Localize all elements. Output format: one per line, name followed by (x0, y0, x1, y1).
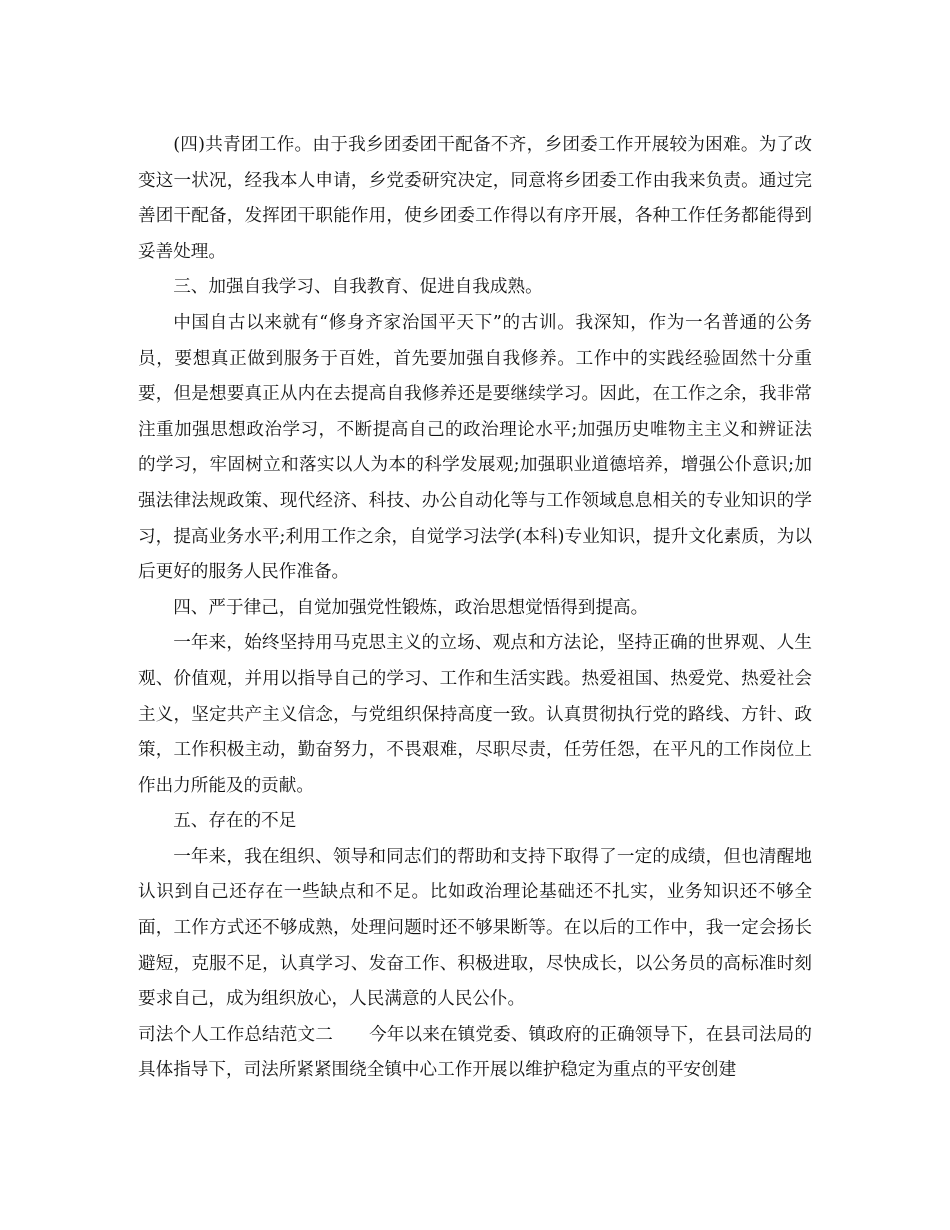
sample-two-body: 今年以来在镇党委、镇政府的正确领导下，在县司法局的具体指导下，司法所紧紧围绕全镇中心工作开展以维护稳定为重点的平安创建 (138, 1024, 812, 1081)
paragraph-self-discipline: 一年来，始终坚持用马克思主义的立场、观点和方法论，坚持正确的世界观、人生观、价值观，并用以指导自己的学习、工作和生活实践。热爱祖国、热爱党、热爱社会主义，坚定共产主义信念，与党组织保持高度一致。认真贯彻执行党的路线、方针、政策，工作积极主动，勤奋努力，不畏艰难，尽职尽责，任劳任怨，在平凡的工作岗位上作出力所能及的贡献。 (138, 633, 812, 796)
paragraph-youth-league-work: (四)共青团工作。由于我乡团委团干配备不齐，乡团委工作开展较为困难。为了改变这一状况，经我本人申请，乡党委研究决定，同意将乡团委工作由我来负责。通过完善团干配备，发挥团干职能作用，使乡团委工作得以有序开展，各种工作任务都能得到妥善处理。 (138, 135, 812, 262)
heading-shortcomings: 五、存在的不足 (173, 811, 297, 832)
sample-two-title: 司法个人工作总结范文二 (138, 1024, 333, 1045)
heading-self-learning: 三、加强自我学习、自我教育、促进自我成熟。 (173, 277, 543, 298)
paragraph-sample-two (138, 1018, 812, 1089)
paragraph-self-learning: 中国自古以来就有“修身齐家治国平天下”的古训。我深知，作为一名普通的公务员，要想真正做到服务于百姓，首先要加强自我修养。工作中的实践经验固然十分重要，但是想要真正从内在去提高自我修养还是要继续学习。因此，在工作之余，我非常注重加强思想政治学习，不断提高自己的政治理论水平;加强历史唯物主主义和辨证法的学习，牢固树立和落实以人为本的科学发展观;加强职业道德培养，增强公仆意识;加强法律法规政策、现代经济、科技、办公自动化等与工作领域息息相关的专业知识的学习，提高业务水平;利用工作之余，自觉学习法学(本科)专业知识，提升文化素质，为以后更好的服务人民作准备。 (138, 312, 812, 583)
paragraph-shortcomings: 一年来，我在组织、领导和同志们的帮助和支持下取得了一定的成绩，但也清醒地认识到自己还存在一些缺点和不足。比如政治理论基础还不扎实，业务知识还不够全面，工作方式还不够成熟，处理问题时还不够果断等。在以后的工作中，我一定会扬长避短，克服不足，认真学习、发奋工作、积极进取，尽快成长，以公务员的高标准时刻要求自己，成为组织放心，人民满意的人民公仆。 (138, 846, 812, 1010)
document-body (138, 128, 812, 1089)
heading-self-discipline: 四、严于律己，自觉加强党性锻炼，政治思想觉悟得到提高。 (173, 597, 649, 618)
